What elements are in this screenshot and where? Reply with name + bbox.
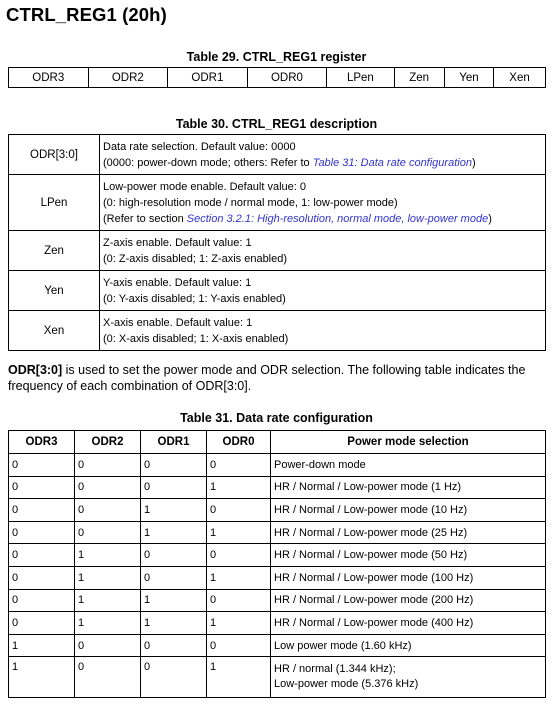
bit-value-cell: 0 bbox=[9, 612, 75, 635]
bit-value-cell: 1 bbox=[207, 657, 271, 698]
bit-value-cell: 0 bbox=[141, 544, 207, 567]
bit-value-cell: 1 bbox=[207, 476, 271, 499]
power-mode-cell: Low power mode (1.60 kHz) bbox=[271, 634, 546, 657]
field-name: Zen bbox=[9, 231, 100, 271]
paragraph-bold-term: ODR[3:0] bbox=[8, 363, 63, 377]
bit-value-cell: 0 bbox=[9, 454, 75, 477]
bit-value-cell: 1 bbox=[207, 566, 271, 589]
bit-cell: ODR1 bbox=[168, 68, 248, 88]
bit-value-cell: 0 bbox=[9, 566, 75, 589]
table-row bbox=[9, 135, 546, 175]
description-line: (0: high-resolution mode / normal mode, 1: low-power mode) bbox=[103, 196, 398, 209]
bit-value-cell: 0 bbox=[207, 634, 271, 657]
description-line: (0: X-axis disabled; 1: X-axis enabled) bbox=[103, 332, 289, 345]
data-rate-table-body bbox=[9, 454, 546, 698]
table-row bbox=[9, 566, 546, 589]
description-line: Z-axis enable. Default value: 1 bbox=[103, 236, 252, 249]
bit-value-cell: 0 bbox=[9, 499, 75, 522]
bit-value-cell: 1 bbox=[207, 521, 271, 544]
field-description bbox=[100, 135, 546, 175]
field-description bbox=[100, 271, 546, 311]
description-text: ) bbox=[488, 212, 492, 225]
bit-cell: Zen bbox=[394, 68, 444, 88]
bit-value-cell: 0 bbox=[75, 476, 141, 499]
bit-cell: LPen bbox=[327, 68, 394, 88]
table-row bbox=[9, 311, 546, 351]
bit-value-cell: 1 bbox=[9, 634, 75, 657]
bit-value-cell: 1 bbox=[75, 612, 141, 635]
field-description bbox=[100, 311, 546, 351]
bit-value-cell: 0 bbox=[207, 544, 271, 567]
field-description bbox=[100, 175, 546, 231]
table31-caption: Table 31. Data rate configuration bbox=[180, 411, 373, 425]
bit-value-cell: 1 bbox=[75, 589, 141, 612]
field-description bbox=[100, 231, 546, 271]
bit-value-cell: 0 bbox=[141, 566, 207, 589]
field-name: LPen bbox=[9, 175, 100, 231]
body-paragraph bbox=[8, 362, 548, 394]
power-mode-cell: HR / Normal / Low-power mode (400 Hz) bbox=[271, 612, 546, 635]
power-mode-cell: HR / Normal / Low-power mode (10 Hz) bbox=[271, 499, 546, 522]
bit-value-cell: 0 bbox=[9, 476, 75, 499]
power-mode-cell: HR / Normal / Low-power mode (100 Hz) bbox=[271, 566, 546, 589]
table-row bbox=[9, 271, 546, 311]
paragraph-text: is used to set the power mode and ODR selection. The following table indicates the frequency of each combination of ODR[3:0]. bbox=[8, 363, 526, 393]
bit-value-cell: 0 bbox=[207, 454, 271, 477]
bit-value-cell: 0 bbox=[9, 589, 75, 612]
bit-value-cell: 0 bbox=[141, 476, 207, 499]
register-bit-table bbox=[8, 67, 546, 88]
table31-link[interactable]: Table 31: Data rate configuration bbox=[312, 156, 472, 169]
description-line bbox=[103, 211, 545, 227]
column-header: ODR2 bbox=[75, 431, 141, 454]
power-mode-cell: HR / Normal / Low-power mode (50 Hz) bbox=[271, 544, 546, 567]
bit-cell: Yen bbox=[444, 68, 493, 88]
description-text: (Refer to section bbox=[103, 212, 187, 225]
bit-value-cell: 1 bbox=[141, 589, 207, 612]
column-header: ODR3 bbox=[9, 431, 75, 454]
column-header: ODR0 bbox=[207, 431, 271, 454]
field-name: Yen bbox=[9, 271, 100, 311]
bit-value-cell: 1 bbox=[141, 499, 207, 522]
description-text: (0000: power-down mode; others: Refer to bbox=[103, 156, 313, 169]
bit-value-cell: 0 bbox=[75, 521, 141, 544]
power-mode-line: Low-power mode (5.376 kHz) bbox=[274, 678, 419, 691]
power-mode-cell: HR / Normal / Low-power mode (25 Hz) bbox=[271, 521, 546, 544]
bit-value-cell: 1 bbox=[9, 657, 75, 698]
bit-value-cell: 0 bbox=[141, 454, 207, 477]
table-row bbox=[9, 521, 546, 544]
table-row bbox=[9, 175, 546, 231]
bit-value-cell: 0 bbox=[141, 634, 207, 657]
table30-caption: Table 30. CTRL_REG1 description bbox=[175, 117, 378, 131]
bit-value-cell: 1 bbox=[141, 521, 207, 544]
register-description-table bbox=[8, 134, 546, 351]
table-row bbox=[9, 231, 546, 271]
bit-value-cell: 1 bbox=[207, 612, 271, 635]
bit-cell: ODR0 bbox=[247, 68, 327, 88]
description-line: Y-axis enable. Default value: 1 bbox=[103, 276, 252, 289]
bit-cell: ODR3 bbox=[9, 68, 89, 88]
power-mode-cell: HR / Normal / Low-power mode (1 Hz) bbox=[271, 476, 546, 499]
section-link[interactable]: Section 3.2.1: High-resolution, normal mode, low-power mode bbox=[186, 212, 489, 225]
table-row bbox=[9, 454, 546, 477]
column-header: Power mode selection bbox=[271, 431, 546, 454]
description-text: ) bbox=[471, 156, 476, 169]
bit-cell: ODR2 bbox=[88, 68, 168, 88]
bit-value-cell: 1 bbox=[141, 612, 207, 635]
description-line bbox=[103, 155, 545, 171]
page-title: CTRL_REG1 (20h) bbox=[6, 4, 167, 25]
table-row bbox=[9, 476, 546, 499]
bit-value-cell: 0 bbox=[75, 454, 141, 477]
register-bit-row bbox=[9, 68, 546, 88]
bit-value-cell: 0 bbox=[75, 634, 141, 657]
bit-value-cell: 0 bbox=[75, 499, 141, 522]
bit-cell: Xen bbox=[494, 68, 546, 88]
table29-caption: Table 29. CTRL_REG1 register bbox=[186, 50, 367, 64]
description-line: Data rate selection. Default value: 0000 bbox=[103, 140, 296, 153]
description-line: Low-power mode enable. Default value: 0 bbox=[103, 180, 307, 193]
table-row bbox=[9, 499, 546, 522]
column-header: ODR1 bbox=[141, 431, 207, 454]
table-row bbox=[9, 589, 546, 612]
power-mode-cell bbox=[271, 657, 546, 698]
bit-value-cell: 0 bbox=[9, 521, 75, 544]
power-mode-cell: HR / Normal / Low-power mode (200 Hz) bbox=[271, 589, 546, 612]
bit-value-cell: 0 bbox=[141, 657, 207, 698]
description-line: X-axis enable. Default value: 1 bbox=[103, 316, 253, 329]
bit-value-cell: 0 bbox=[207, 589, 271, 612]
bit-value-cell: 1 bbox=[75, 566, 141, 589]
power-mode-line: HR / normal (1.344 kHz); bbox=[274, 663, 396, 676]
bit-value-cell: 1 bbox=[75, 544, 141, 567]
field-name: Xen bbox=[9, 311, 100, 351]
bit-value-cell: 0 bbox=[207, 499, 271, 522]
description-line: (0: Z-axis disabled; 1: Z-axis enabled) bbox=[103, 252, 288, 265]
data-rate-table bbox=[8, 430, 546, 698]
table-row bbox=[9, 657, 546, 698]
power-mode-cell: Power-down mode bbox=[271, 454, 546, 477]
bit-value-cell: 0 bbox=[9, 544, 75, 567]
table-row bbox=[9, 544, 546, 567]
table-row bbox=[9, 612, 546, 635]
field-name: ODR[3:0] bbox=[9, 135, 100, 175]
table-row bbox=[9, 634, 546, 657]
bit-value-cell: 0 bbox=[75, 657, 141, 698]
description-line: (0: Y-axis disabled; 1: Y-axis enabled) bbox=[103, 292, 286, 305]
table-header-row bbox=[9, 431, 546, 454]
